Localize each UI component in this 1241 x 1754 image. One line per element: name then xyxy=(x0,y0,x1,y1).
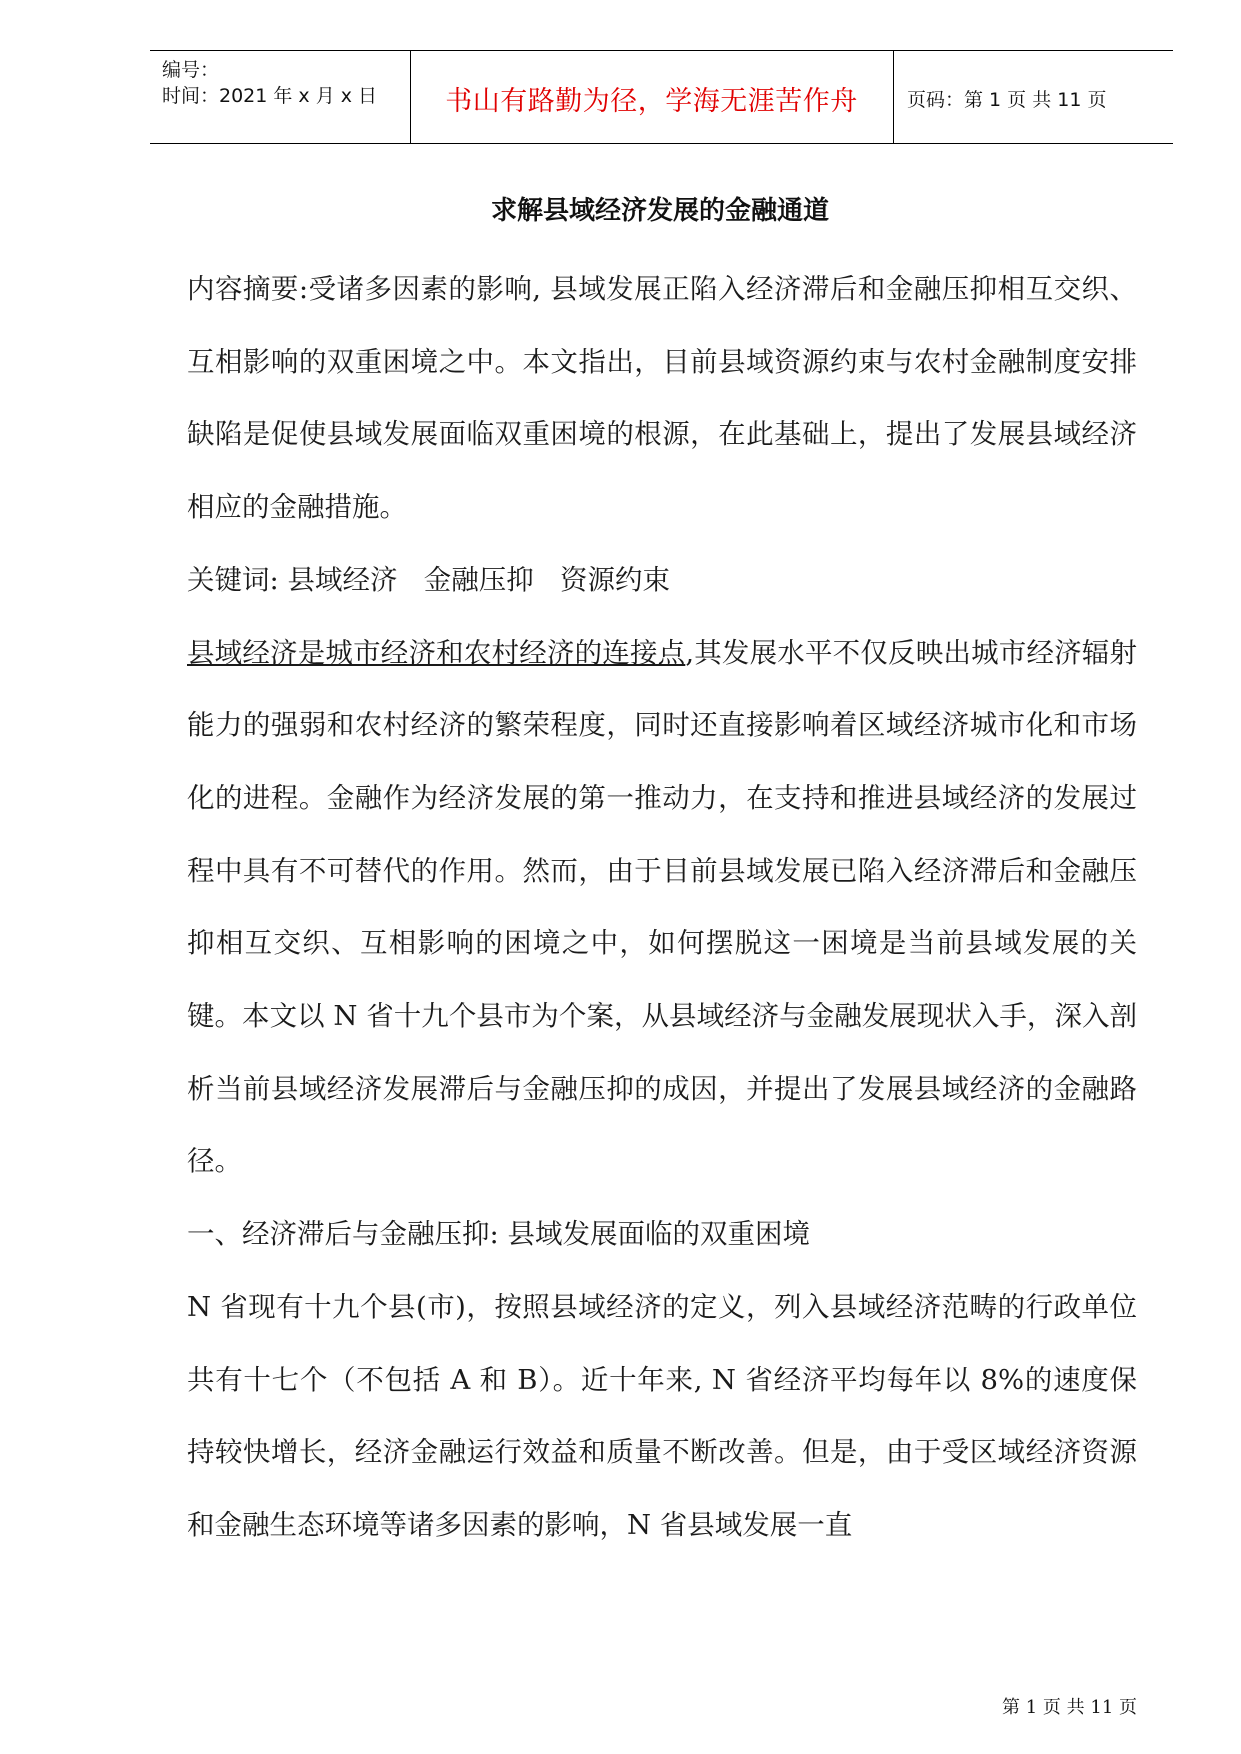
header-page-info: 页码：第 1 页 共 11 页 xyxy=(907,88,1107,111)
abstract-paragraph: 内容摘要:受诸多因素的影响, 县域发展正陷入经济滞后和金融压抑相互交织、互相影响的双重困境之中。本文指出，目前县域资源约束与农村金融制度安排缺陷是促使县域发展面临双重困境的根源，在此基础上，提出了发展县域经济相应的金融措施。 xyxy=(187,273,1137,524)
intro-underlined-text: 县域经济是城市经济和农村经济的连接点 xyxy=(187,636,686,669)
document-body xyxy=(187,253,1137,1562)
header-meta xyxy=(162,57,377,109)
document-title: 求解县域经济发展的金融通道 xyxy=(490,196,829,226)
header-motto: 书山有路勤为径，学海无涯苦作舟 xyxy=(445,85,858,117)
page-footer: 第 1 页 共 11 页 xyxy=(1002,1697,1137,1718)
page-header xyxy=(150,50,1173,144)
header-divider xyxy=(893,51,894,143)
number-label: 编号： xyxy=(162,59,220,81)
intro-paragraph xyxy=(187,617,1137,1199)
date-line: 时间：2021 年 x 月 x 日 xyxy=(162,85,378,107)
intro-text: ,其发展水平不仅反映出城市经济辐射能力的强弱和农村经济的繁荣程度，同时还直接影响着区域经济城市化和市场化的进程。金融作为经济发展的第一推动力，在支持和推进县域经济的发展过程中具有不可替代的作用。然而，由于目前县域发展已陷入经济滞后和金融压抑相互交织、互相影响的困境之中，如何摆脱这一困境是当前县域发展的关键。本文以 N 省十九个县市为个案，从县域经济与金融发展现状入手，深入剖析当前县域经济发展滞后与金融压抑的成因，并提出了发展县域经济的金融路径。 xyxy=(187,636,1137,1178)
section-heading: 一、经济滞后与金融压抑: 县域发展面临的双重困境 xyxy=(187,1218,811,1251)
keywords-line: 关键词: 县域经济 金融压抑 资源约束 xyxy=(187,563,670,596)
section-paragraph: N 省现有十九个县(市)，按照县域经济的定义，列入县域经济范畴的行政单位共有十七个（不包括 A 和 B）。近十年来, N 省经济平均每年以 8%的速度保持较快增长，经济金融运行效益和质量不断改善。但是，由于受区域经济资源和金融生态环境等诸多因素的影响，N 省县域发展一直 xyxy=(187,1290,1137,1541)
